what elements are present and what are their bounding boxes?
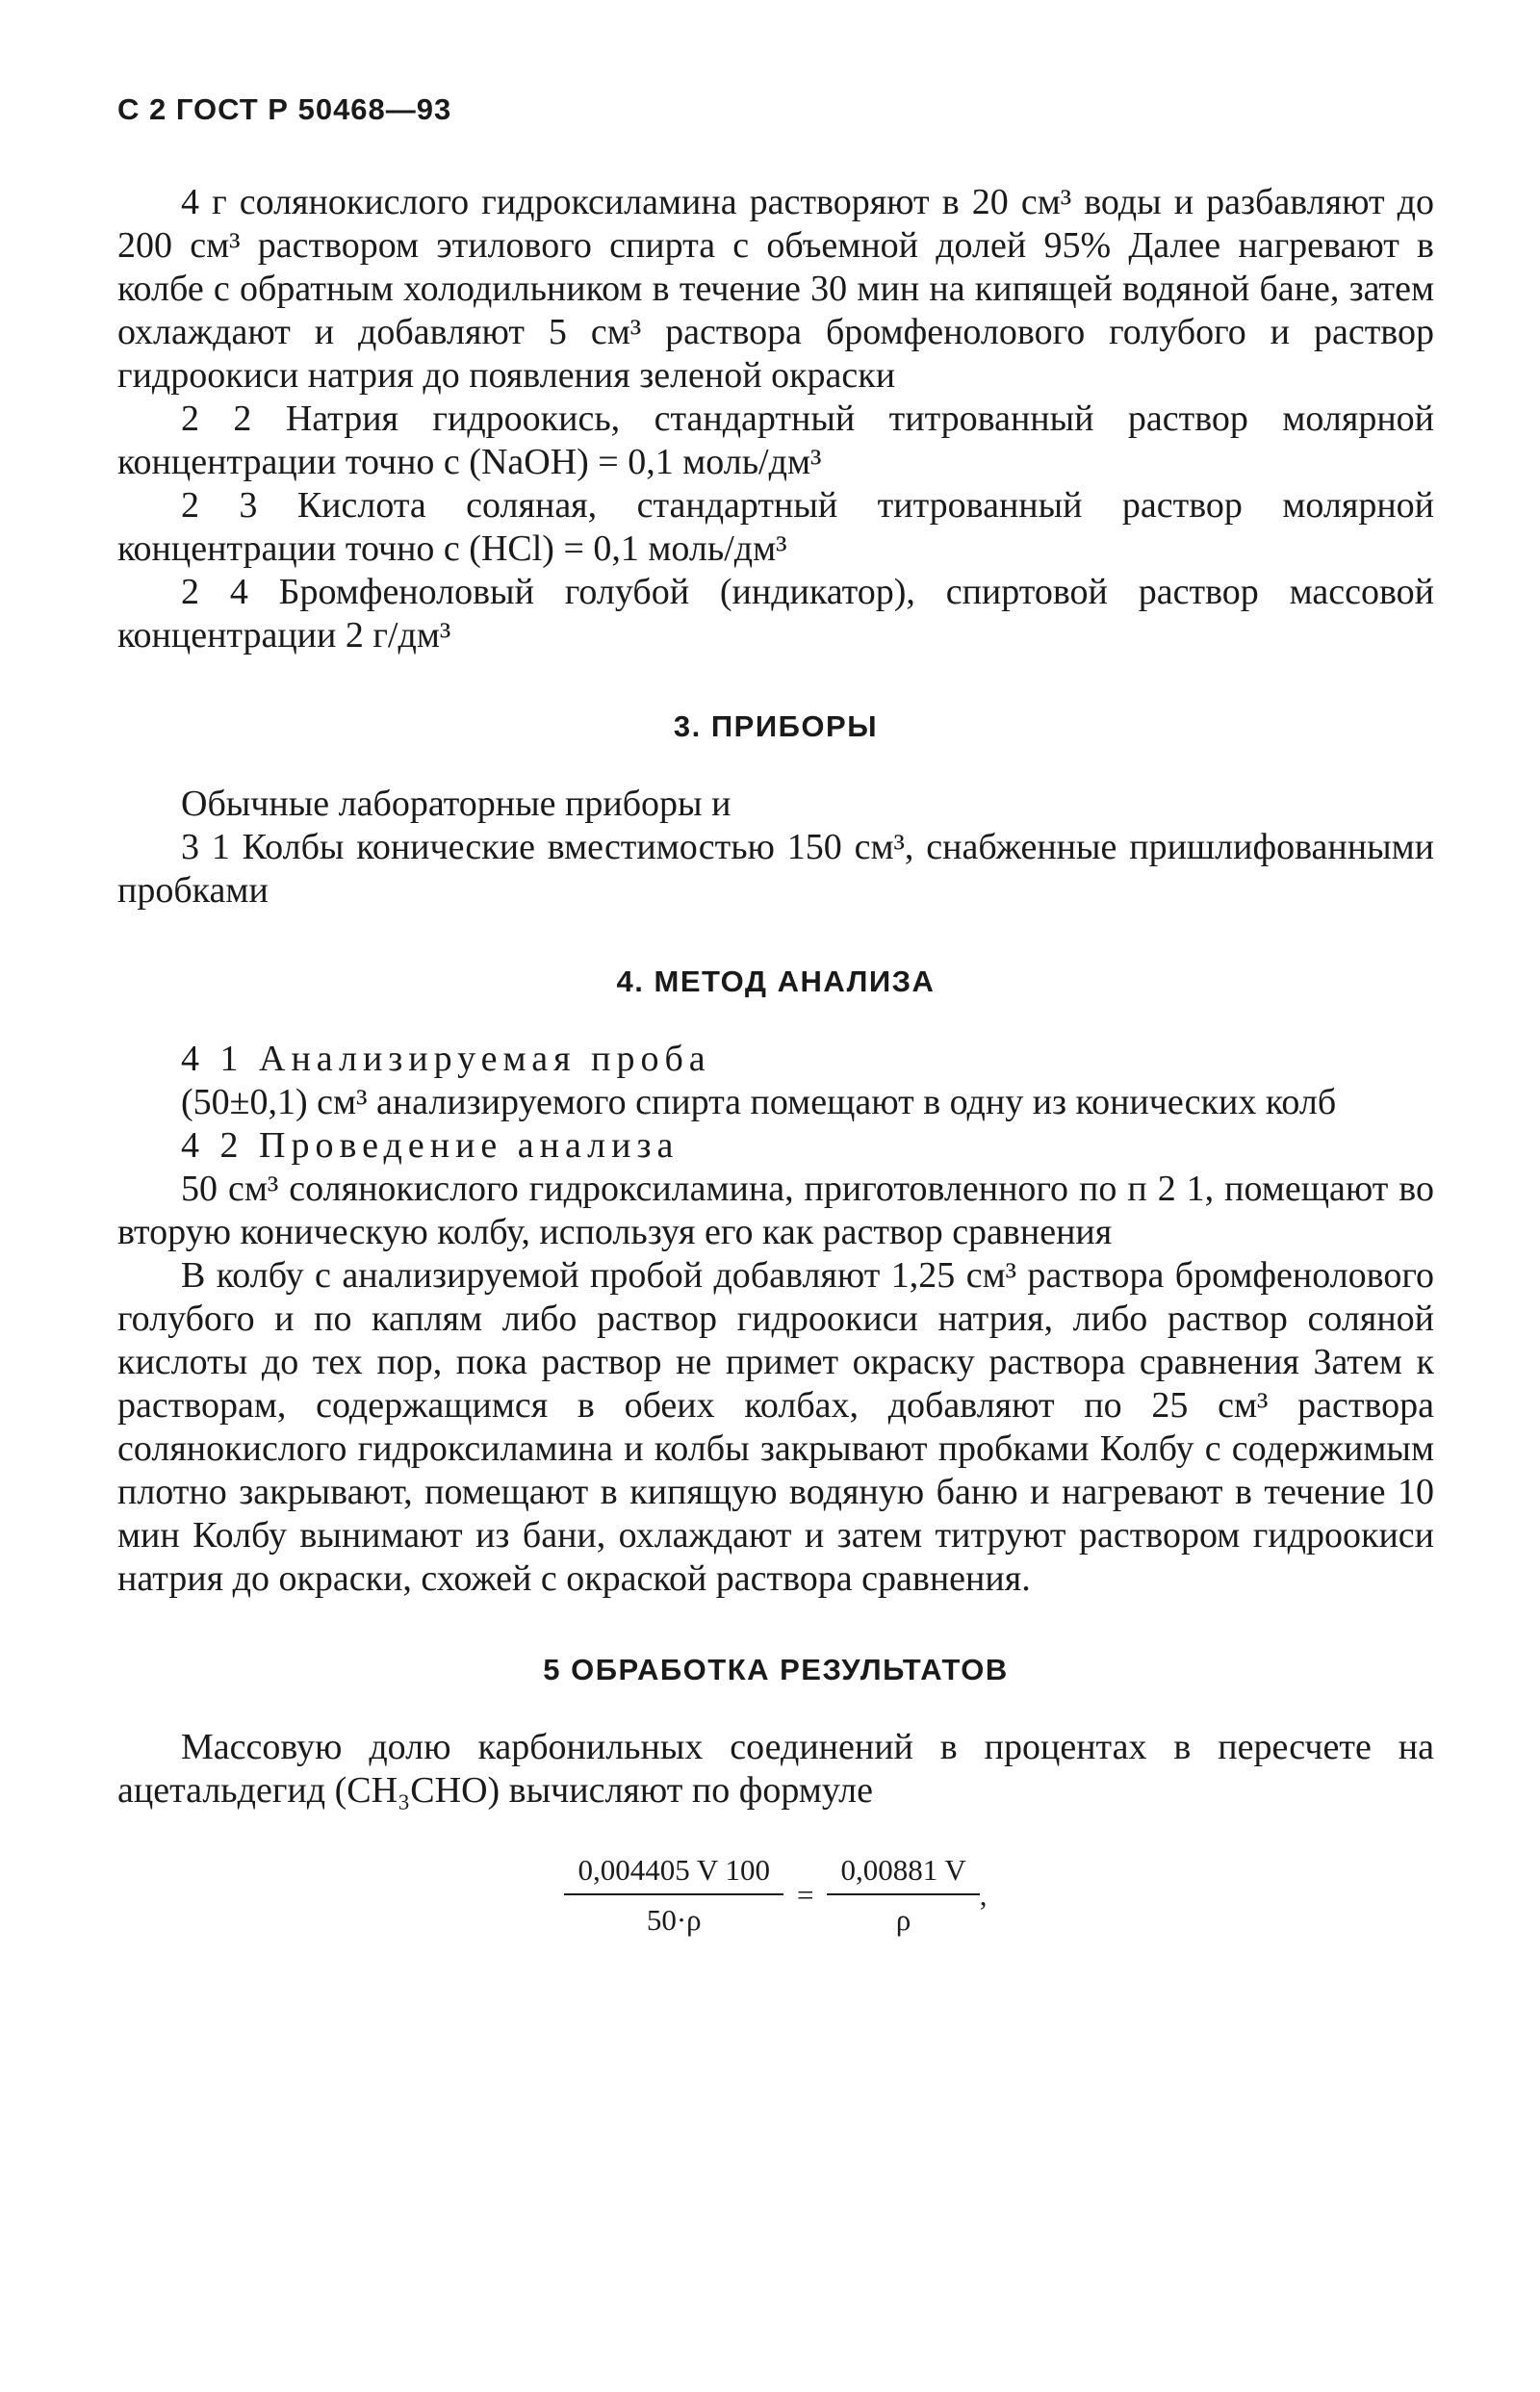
fraction-left-denominator: 50·ρ [646, 1903, 702, 1937]
paragraph-5-1: Массовую долю карбонильных соединений в процентах в пересчете на ацетальдегид (CH₃CHO) вычисляют по формуле [117, 1727, 1434, 1811]
section-title-4: 4. МЕТОД АНАЛИЗА [616, 965, 936, 998]
section-title-5: 5 ОБРАБОТКА РЕЗУЛЬТАТОВ [543, 1653, 1009, 1686]
paragraph-4-2-a: 50 см³ солянокислого гидроксиламина, приготовленного по п 2 1, помещают во вторую коническую колбу, используя его как раствор сравнения [117, 1169, 1434, 1252]
paragraph-4-2-b: В колбу с анализируемой пробой добавляют 1,25 см³ раствора бромфенолового голубого и по каплям либо раствор гидроокиси натрия, либо раствор соляной кислоты до тех пор, пока раствор не примет окраску раствора сравнения Затем к растворам, содержащимся в обеих колбах, добавляют по 25 см³ раствора солянокислого гидроксиламина и колбы закрывают пробками Колбу с содержимым плотно закрывают, помещают в кипящую водяную баню и нагревают в течение 10 мин Колбу вынимают из бани, охлаждают и затем титруют раствором гидроокиси натрия до окраски, схожей с окраской раствора сравнения. [117, 1255, 1434, 1599]
paragraph-4-1: (50±0,1) см³ анализируемого спирта помещают в одну из конических колб [181, 1082, 1337, 1122]
equals-sign: = [796, 1878, 814, 1912]
paragraph-2-4: 2 4 Бромфеноловый голубой (индикатор), спиртовой раствор массовой концентрации 2 г/дм³ [117, 572, 1434, 656]
fraction-right [827, 1853, 979, 1938]
fraction-left-numerator: 0,004405 V 100 [564, 1853, 783, 1895]
paragraph-3-1: 3 1 Колбы конические вместимостью 150 см³, снабженные пришлифованными пробками [117, 827, 1434, 911]
fraction-right-denominator: ρ [895, 1903, 911, 1937]
paragraph-2-3: 2 3 Кислота соляная, стандартный титрованный раствор молярной концентрации точно c (HCl) = 0,1 моль/дм³ [117, 485, 1434, 569]
paragraph-2-2: 2 2 Натрия гидроокись, стандартный титрованный раствор молярной концентрации точно c (NaOH) = 0,1 моль/дм³ [117, 399, 1434, 482]
page-header: С 2 ГОСТ Р 50468—93 [117, 92, 452, 126]
paragraph-3-intro: Обычные лабораторные приборы и [181, 784, 732, 824]
paragraph-hydroxylamine-prep: 4 г солянокислого гидроксиламина растворяют в 20 см³ воды и разбавляют до 200 см³ раствором этилового спирта с объемной долей 95% Далее нагревают в колбе с обратным холодильником в течение 30 мин на кипящей водяной бане, затем охлаждают и добавляют 5 см³ раствора бромфенолового голубого и раствор гидроокиси натрия до появления зеленой окраски [117, 182, 1434, 396]
fraction-left [564, 1853, 783, 1938]
subheading-4-1: 4 1 Анализируемая проба [181, 1039, 711, 1079]
formula [117, 1853, 1434, 1938]
fraction-right-numerator: 0,00881 V [827, 1853, 979, 1895]
subheading-4-2: 4 2 Проведение анализа [181, 1125, 680, 1166]
formula-comma: , [979, 1878, 988, 1912]
section-title-3: 3. ПРИБОРЫ [673, 709, 879, 743]
